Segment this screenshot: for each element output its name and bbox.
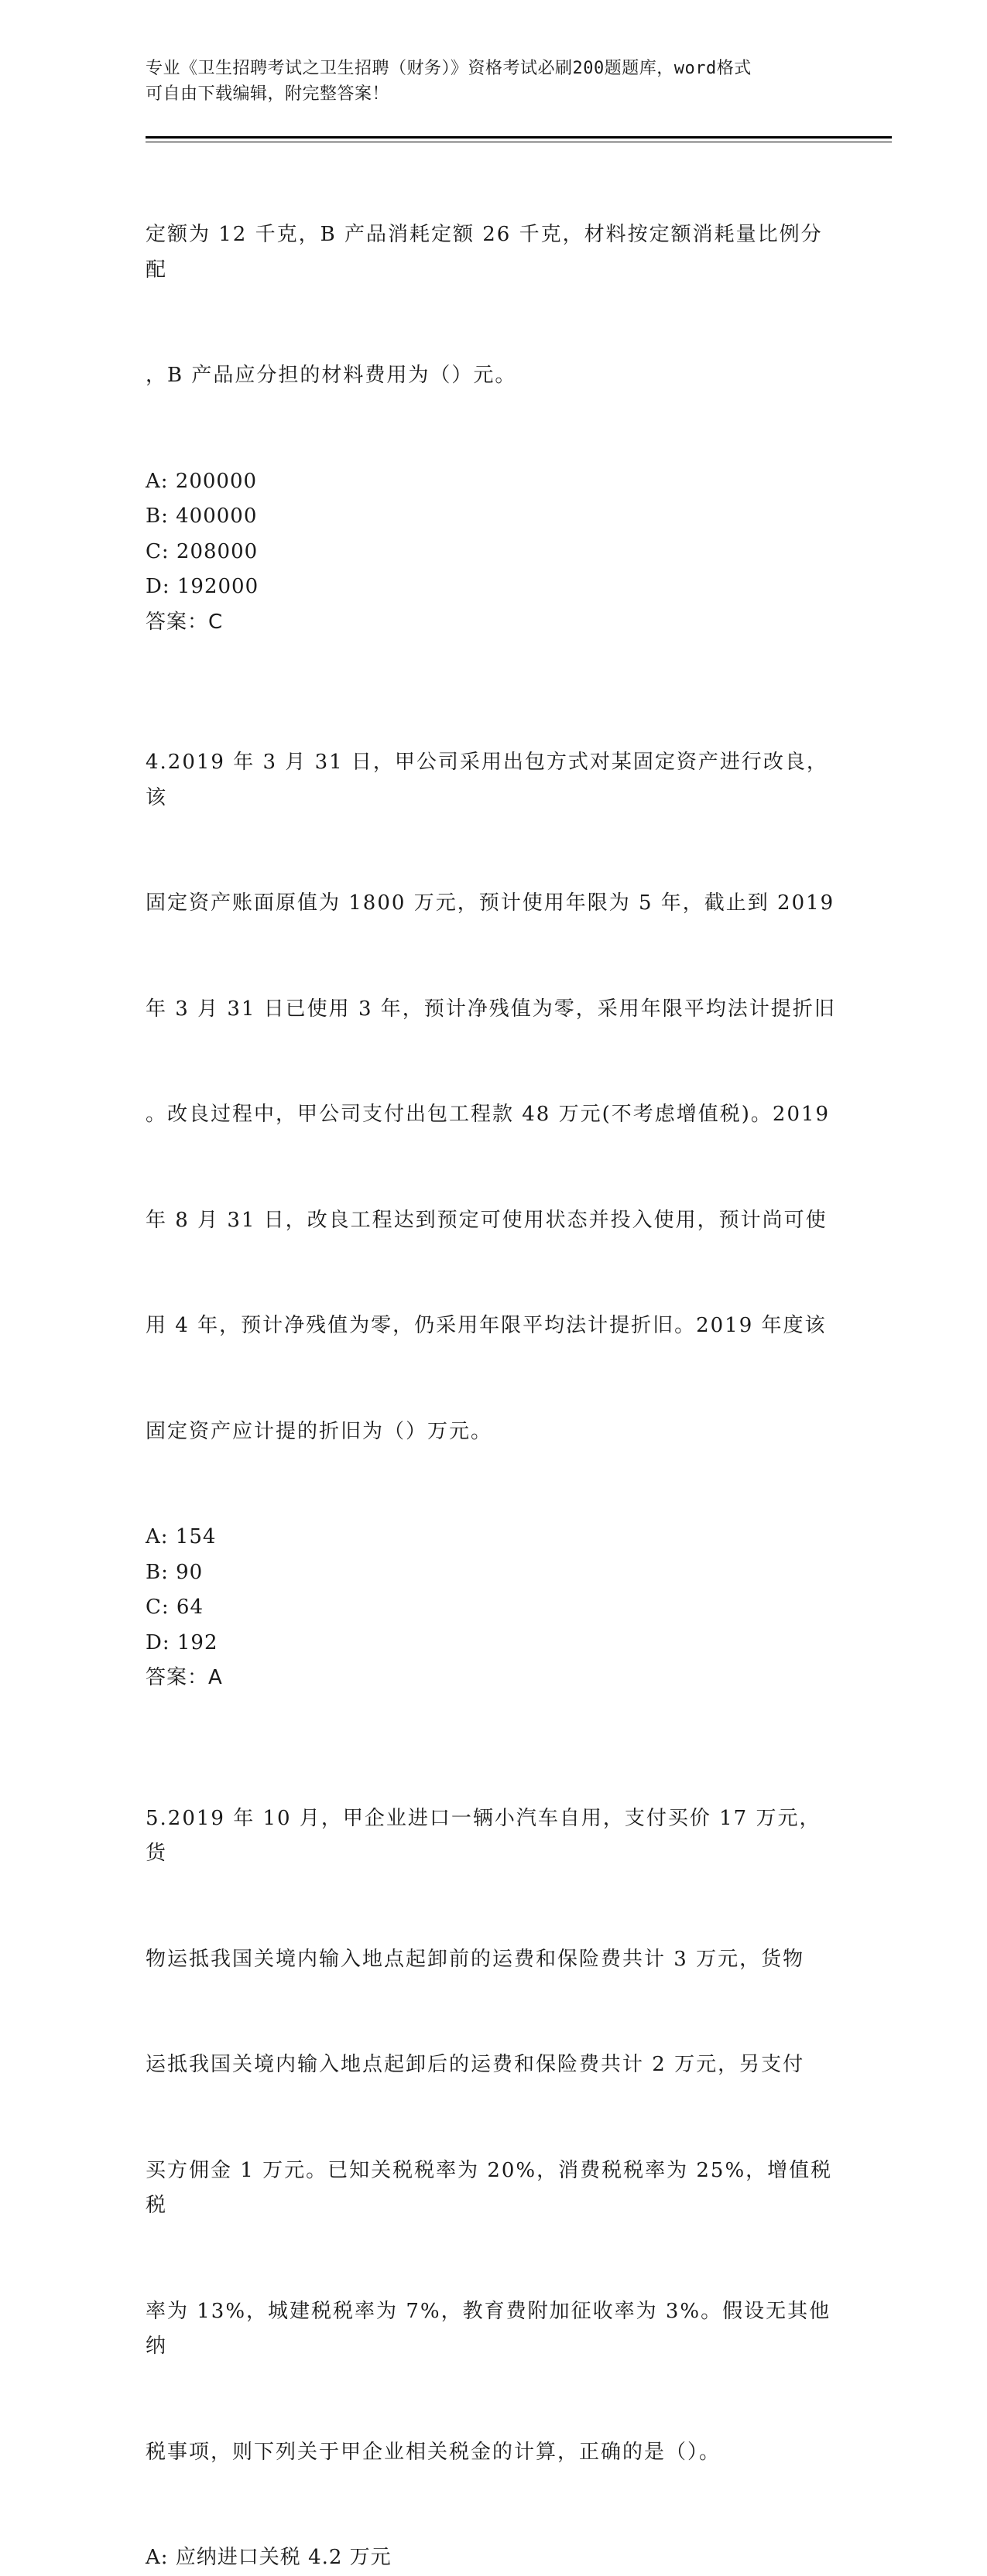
header-line-1: 专业《卫生招聘考试之卫生招聘（财务）》资格考试必刷200题题库，word格式	[146, 59, 752, 78]
question-line: 物运抵我国关境内输入地点起卸前的运费和保险费共计 3 万元，货物	[146, 1947, 805, 1971]
question-text	[146, 675, 842, 1520]
option-d: D: 192000	[146, 575, 259, 598]
question-line: 买方佣金 1 万元。已知关税税率为 20%，消费税税率为 25%，增值税税	[146, 2158, 833, 2217]
question-line: 5.2019 年 10 月，甲企业进口一辆小汽车自用，支付买价 17 万元，货	[146, 1806, 821, 1865]
question-line: 4.2019 年 3 月 31 日，甲公司采用出包方式对某固定资产进行改良，该	[146, 751, 828, 809]
option-b: B: 400000	[146, 505, 258, 528]
question-line: 年 8 月 31 日，改良工程达到预定可使用状态并投入使用，预计尚可使	[146, 1208, 828, 1232]
question-line: 。改良过程中，甲公司支付出包工程款 48 万元(不考虑增值税)。2019	[146, 1103, 831, 1126]
option-d: D: 192	[146, 1630, 218, 1654]
answer-line: 答案：A	[146, 1666, 223, 1689]
question-block	[146, 675, 842, 1696]
question-line: 用 4 年，预计净残值为零，仍采用年限平均法计提折旧。2019 年度该	[146, 1314, 827, 1337]
header-line-2: 可自由下载编辑，附完整答案！	[146, 84, 390, 104]
option-c: C: 208000	[146, 539, 259, 563]
question-line: 率为 13%，城建税税率为 7%，教育费附加征收率为 3%。假设无其他纳	[146, 2299, 831, 2358]
question-line: 固定资产应计提的折旧为（）万元。	[146, 1419, 493, 1443]
question-block	[146, 1731, 842, 2576]
question-block	[146, 147, 842, 640]
option-a: A: 200000	[146, 469, 258, 493]
spacer	[146, 640, 842, 675]
question-line: 年 3 月 31 日已使用 3 年，预计净残值为零，采用年限平均法计提折旧	[146, 997, 836, 1021]
question-line: 运抵我国关境内输入地点起卸后的运费和保险费共计 2 万元，另支付	[146, 2053, 805, 2076]
header-divider-thick	[146, 136, 892, 139]
question-text	[146, 147, 842, 464]
question-line: ，B 产品应分担的材料费用为（）元。	[146, 364, 517, 387]
question-text	[146, 1731, 842, 2541]
option-c: C: 64	[146, 1596, 204, 1619]
option-b: B: 90	[146, 1560, 204, 1584]
document-body	[146, 147, 842, 2576]
question-line: 定额为 12 千克，B 产品消耗定额 26 千克，材料按定额消耗量比例分配	[146, 223, 823, 282]
document-header	[146, 56, 842, 107]
question-line: 税事项，则下列关于甲企业相关税金的计算，正确的是（）。	[146, 2440, 721, 2464]
answer-line: 答案：C	[146, 610, 224, 634]
question-line: 固定资产账面原值为 1800 万元，预计使用年限为 5 年，截止到 2019	[146, 891, 835, 915]
spacer	[146, 1696, 842, 1731]
option-a: A: 应纳进口关税 4.2 万元	[146, 2546, 392, 2569]
option-a: A: 154	[146, 1525, 217, 1548]
